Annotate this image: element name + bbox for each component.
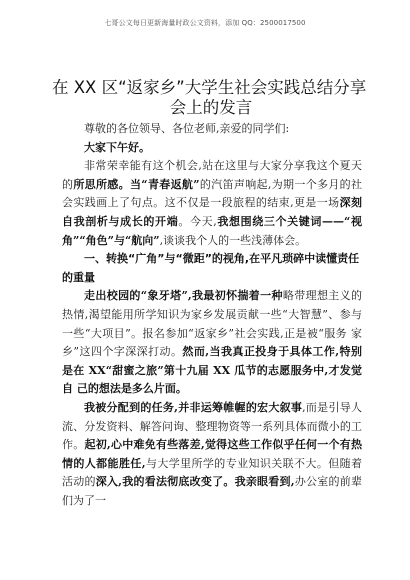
- greeting: [62, 139, 362, 158]
- p3-part-c: 起初,心中难免有些落差,觉得这些工作似乎任何一个有热情的人都能胜任,: [62, 438, 362, 470]
- p3-part-d: 与大学里所学的专业知识关联不大。但随着活动的: [62, 456, 362, 489]
- title-line-2: 会上的发言: [169, 98, 253, 117]
- title-line-1: 在 XX 区“返家乡”大学生社会实践总结分享: [52, 78, 367, 97]
- p1-part-f: 。今天,: [178, 214, 217, 228]
- header-watermark: 七哥公文每日更新海量时政公文资料，添加 QQ：2500017500: [104, 19, 306, 27]
- p2-part-c: 然而,当我真正投身于具体工作,特别 是在 XX“甜蜜之旅”第十九届 XX 瓜节的志愿服务中,才发觉自 己的想法是多么片面。: [62, 345, 362, 396]
- section-heading-1: [62, 250, 362, 287]
- p3-part-f: 办公室的前辈们为了一: [62, 475, 362, 507]
- p2-part-b: 略带理想主义的热情,渴望能用所学知识为家乡发展贡献一些“大智慧”、参与一些“大项目”。报名参加“返家乡”社会实践,正是被“服务 家乡”这四个字深深打动。: [62, 289, 363, 359]
- p1-part-d: 的汽笛声响起,为期一个多月的社会实践画上了句点。这不仅是一段旅程的结束,更是一场: [62, 177, 363, 210]
- section-heading-1-text: 一、转换“广角”与“微距”的视角,在平凡琐碎中读懂责任的重量: [62, 252, 360, 284]
- p2-part-a: 走出校园的“象牙塔”,我最初怀揣着一种: [84, 289, 283, 303]
- paragraph-2: [62, 287, 362, 399]
- p1-part-e: 深刻自我剖析与成长的开端: [62, 196, 362, 228]
- p1-part-a: 非常荣幸能有这个机会,站在这里与大家分享我这个夏天的: [62, 159, 362, 191]
- p3-part-a: 我被分配到的任务,并非运筹帷幄的宏大叙事: [84, 400, 303, 414]
- p3-part-b: ,而是引导人流、分发资料、解答问询、整理物资等一系列具体而微小的工作。: [62, 400, 362, 452]
- greeting-text: 大家下午好。: [84, 140, 150, 154]
- paragraph-3: [62, 399, 362, 511]
- document-title: [52, 78, 370, 118]
- p1-part-g: 我想围绕三个关键词——“视角”“角色”与“航向”: [62, 214, 363, 247]
- document-body: [62, 120, 362, 510]
- p1-part-c: 当“青春返航”: [129, 177, 200, 191]
- p1-part-h: ,谈谈我个人的一些浅薄体会。: [159, 233, 307, 247]
- salutation: 尊敬的各位领导、各位老师,亲爱的同学们:: [84, 122, 290, 135]
- p1-part-b: 所思所感。: [73, 177, 130, 191]
- p3-part-e: 深入,我的看法彻底改变了。我亲眼看到,: [95, 475, 295, 489]
- paragraph-intro: [62, 157, 362, 250]
